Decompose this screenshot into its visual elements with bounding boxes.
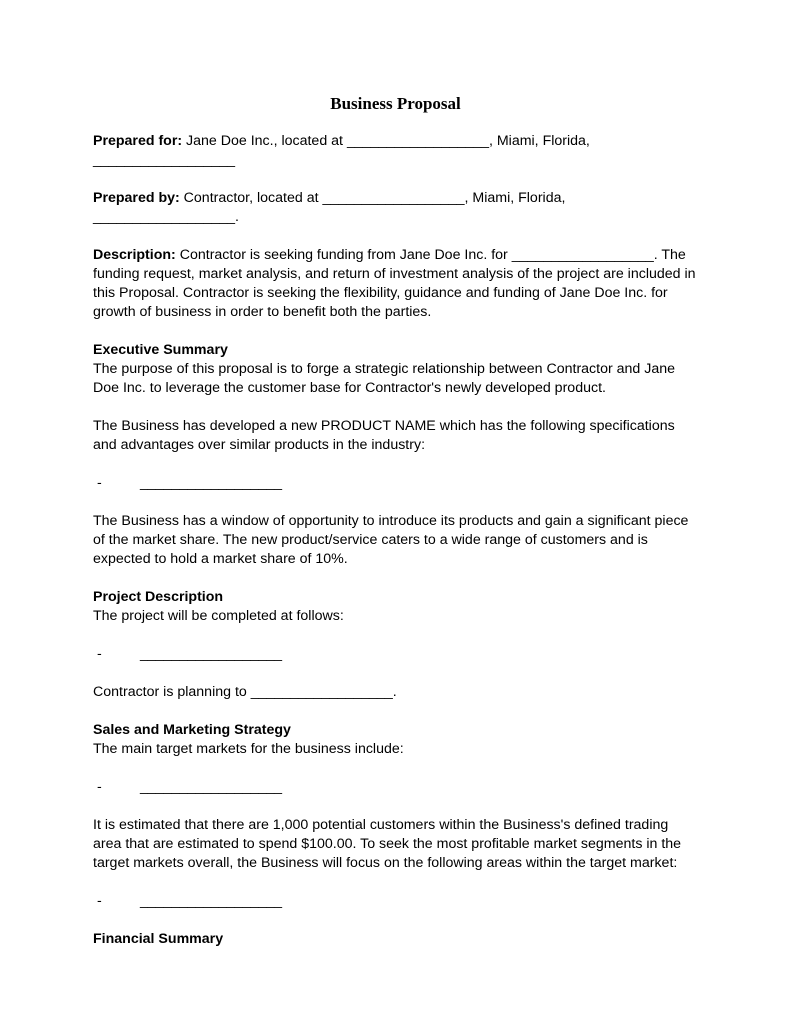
customers-paragraph: It is estimated that there are 1,000 potential customers within the Business's defined trading area that are estimated to spend $100.00. To seek the most profitable market segments in the target markets overall, the Business will focus on the following areas within the target market: bbox=[93, 817, 682, 871]
planning-paragraph: Contractor is planning to __________________. bbox=[93, 684, 397, 700]
blank-line: __________________ bbox=[250, 684, 393, 700]
blank-line: __________________ bbox=[322, 190, 465, 206]
blank-line: __________________ bbox=[140, 475, 283, 491]
blank-line: __________________ bbox=[511, 247, 654, 263]
list-item bbox=[93, 892, 698, 911]
list-dash: - bbox=[97, 475, 102, 491]
market-opportunity-paragraph: The Business has a window of opportunity to introduce its products and gain a significant piece of the market share. The new product/service caters to a wide range of customers and is expected to hold a market share of 10%. bbox=[93, 513, 689, 567]
description-label: Description: bbox=[93, 247, 176, 263]
prepared-for-paragraph: Prepared for: Jane Doe Inc., located at __________________, Miami, Florida, __________________ bbox=[93, 133, 590, 168]
list-item bbox=[93, 645, 698, 664]
blank-line: __________________ bbox=[93, 152, 236, 168]
list-item bbox=[93, 778, 698, 797]
executive-summary-paragraph: The purpose of this proposal is to forge a strategic relationship between Contractor and Jane Doe Inc. to leverage the customer base for Contractor's newly developed product. bbox=[93, 361, 676, 396]
blank-line: __________________ bbox=[93, 209, 236, 225]
prepared-for-label: Prepared for: bbox=[93, 133, 183, 149]
list-dash: - bbox=[97, 893, 102, 909]
list-item bbox=[93, 474, 698, 493]
list-dash: - bbox=[97, 646, 102, 662]
list-dash: - bbox=[97, 779, 102, 795]
blank-line: __________________ bbox=[346, 133, 489, 149]
blank-line: __________________ bbox=[140, 893, 283, 909]
description-paragraph: Description: Contractor is seeking funding from Jane Doe Inc. for __________________. The funding request, market analysis, and return of investment analysis of the project are included in this Proposal. Contractor is seeking the flexibility, guidance and funding of Jane Doe Inc. for growth of business in order to benefit both the parties. bbox=[93, 247, 696, 320]
target-markets-paragraph: The main target markets for the business include: bbox=[93, 741, 404, 757]
document-body bbox=[93, 132, 698, 949]
project-description-heading: Project Description bbox=[93, 589, 224, 605]
prepared-by-paragraph: Prepared by: Contractor, located at __________________, Miami, Florida, __________________. bbox=[93, 190, 566, 225]
financial-summary-heading: Financial Summary bbox=[93, 931, 224, 947]
prepared-by-label: Prepared by: bbox=[93, 190, 180, 206]
document-title: Business Proposal bbox=[330, 94, 461, 113]
blank-line: __________________ bbox=[140, 779, 283, 795]
sales-marketing-heading: Sales and Marketing Strategy bbox=[93, 722, 291, 738]
blank-line: __________________ bbox=[140, 646, 283, 662]
product-paragraph: The Business has developed a new PRODUCT NAME which has the following specifications and advantages over similar products in the industry: bbox=[93, 418, 675, 453]
project-description-paragraph: The project will be completed at follows: bbox=[93, 608, 344, 624]
executive-summary-heading: Executive Summary bbox=[93, 342, 228, 358]
